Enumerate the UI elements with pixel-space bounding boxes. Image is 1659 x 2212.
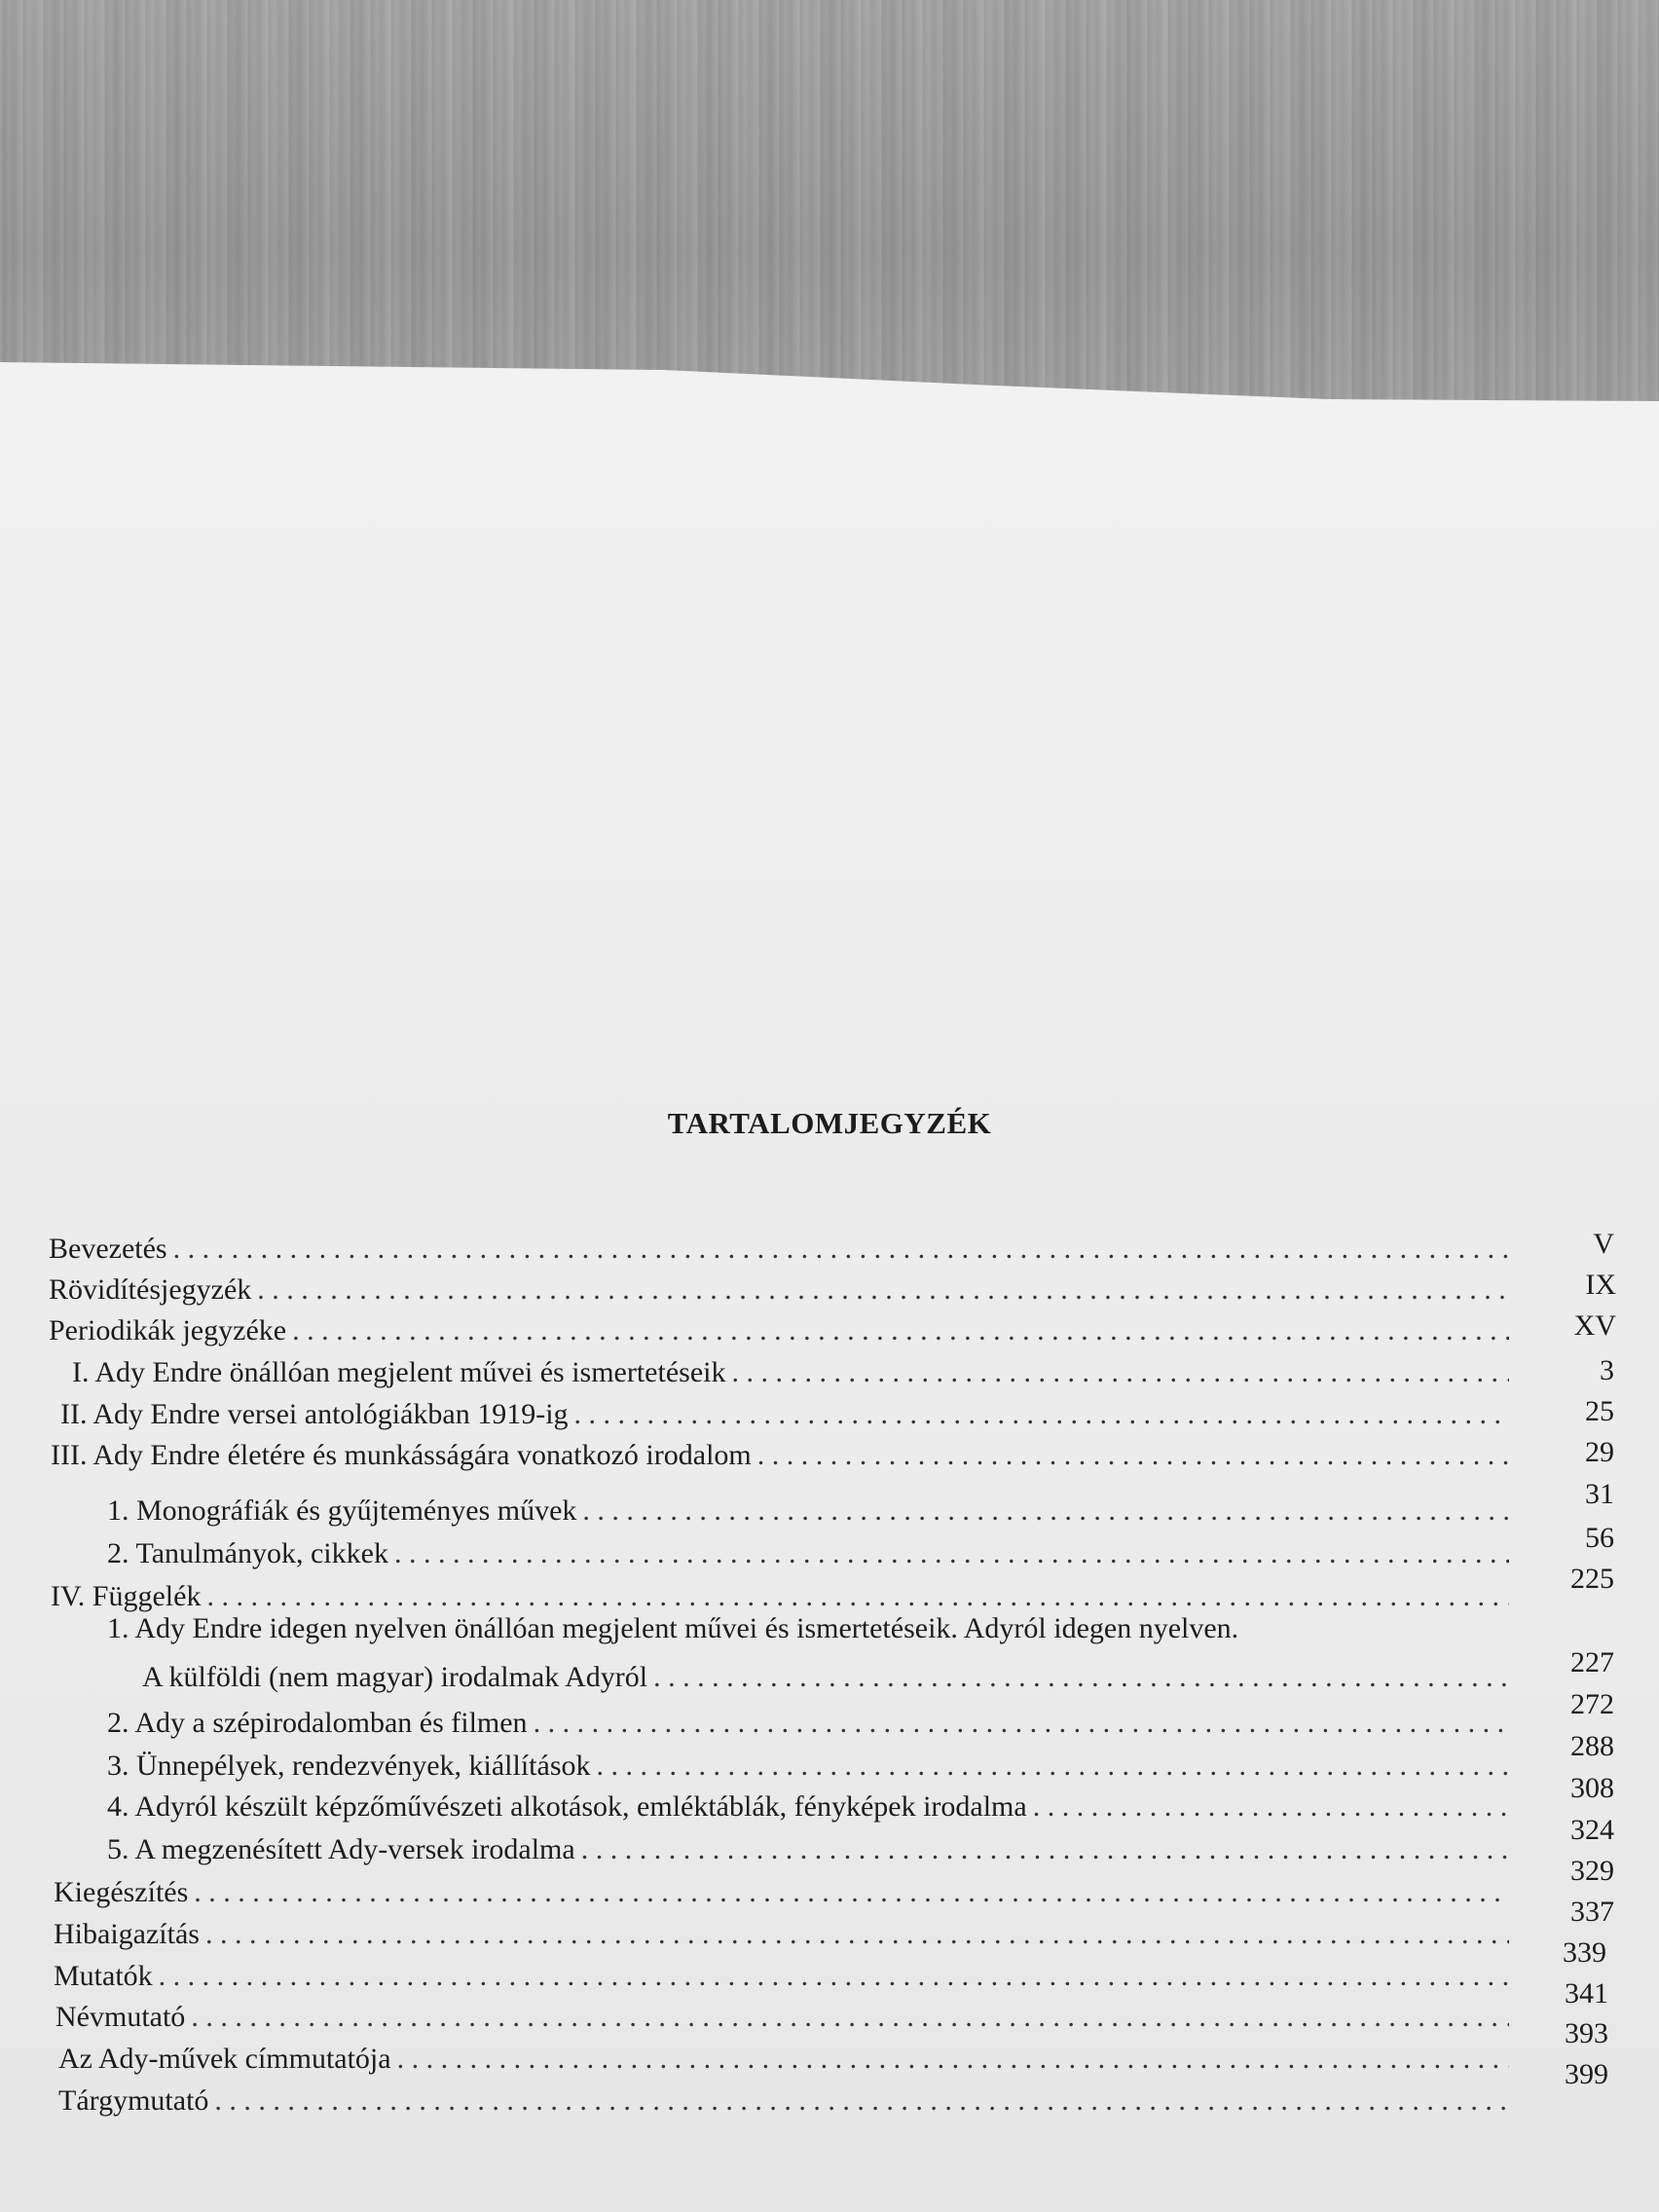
toc-entry [142,1660,1509,1695]
dot-leader [653,1660,1509,1695]
toc-entry-label: Névmutató [55,2001,186,2033]
toc-page-number: 272 [1570,1688,1614,1720]
toc-entry-label: Periodikák jegyzéke [49,1314,287,1346]
toc-entry [51,1579,1509,1614]
toc-page-number: 225 [1570,1563,1614,1595]
toc-entry [54,1959,1509,1994]
toc-entry [51,1438,1509,1473]
toc-entry [107,1493,1509,1529]
toc-entry [54,1875,1509,1910]
toc-entry [49,1313,1509,1348]
toc-page-number: 308 [1570,1772,1614,1804]
toc-entry-label: I. Ady Endre önállóan megjelent művei és ismertetéseik [72,1356,726,1388]
toc-entry-label: Rövidítésjegyzék [49,1273,252,1306]
dot-leader [292,1313,1509,1348]
toc-page-number: 288 [1570,1730,1614,1762]
toc-entry [107,1749,1509,1784]
toc-page-number: 29 [1585,1436,1614,1468]
toc-page-number: 337 [1570,1896,1614,1928]
toc-entry-label: 5. A megzenésített Ady-versek irodalma [107,1833,575,1865]
toc-entry [107,1536,1509,1571]
dot-leader [394,1536,1509,1571]
toc-entry-label: 3. Ünnepélyek, rendezvények, kiállítások [107,1750,591,1782]
toc-entry-label: Mutatók [54,1960,153,1992]
page-title: TARTALOMJEGYZÉK [667,1106,992,1140]
toc-page-number: 393 [1565,2017,1608,2049]
toc-entry [49,1272,1509,1308]
toc-page-number: 341 [1565,1977,1608,2009]
toc-entry-label: 1. Monográfiák és gyűjteményes művek [107,1494,577,1527]
toc-page-number: V [1593,1228,1614,1260]
toc-entry [107,1706,1509,1741]
toc-entry-label: A külföldi (nem magyar) irodalmak Adyról [142,1661,648,1693]
dot-leader [205,1917,1509,1952]
toc-entry-label: Kiegészítés [54,1876,189,1908]
dot-leader [397,2042,1509,2077]
dot-leader [194,1875,1509,1910]
toc-page-number: XV [1573,1309,1616,1342]
toc-page-number: 56 [1585,1522,1614,1554]
toc-entry-label: 2. Ady a szépirodalomban és filmen [107,1707,528,1739]
toc-page-number: 31 [1585,1478,1614,1510]
dot-leader [159,1959,1509,1994]
toc-entry [107,1789,1509,1825]
toc-entry [107,1832,1509,1867]
toc-page-number: IX [1585,1269,1616,1301]
dot-leader [173,1232,1509,1267]
toc-entry [60,1397,1509,1432]
toc-page-number: 25 [1585,1395,1614,1427]
dot-leader [191,2000,1509,2035]
toc-entry-label: 4. Adyról készült képzőművészeti alkotások, emléktáblák, fényképek irodalma [107,1790,1027,1823]
toc-page-number: 329 [1570,1855,1614,1887]
dot-leader [257,1272,1509,1308]
toc-entry [58,2042,1509,2077]
toc-entry [55,2000,1509,2035]
toc-entry-label: 2. Tanulmányok, cikkek [107,1537,388,1569]
toc-entry-label: Az Ady-művek címmutatója [58,2043,391,2075]
toc-page-number: 3 [1600,1354,1614,1386]
dot-leader [581,1832,1509,1867]
dot-leader [574,1397,1509,1432]
toc-entry-label: II. Ady Endre versei antológiákban 1919-ig [60,1398,569,1430]
toc-page-number: 399 [1565,2058,1608,2090]
toc-page-number: 227 [1570,1646,1614,1678]
toc-entry-label-line1: 1. Ady Endre idegen nyelven önállóan megjelent művei és ismertetéseik. Adyról idegen nyelven. [107,1612,1239,1644]
dot-leader [757,1438,1509,1473]
dot-leader [731,1355,1509,1390]
toc-entry-label: Bevezetés [49,1233,167,1265]
toc-entry [72,1355,1509,1390]
dot-leader [1033,1789,1509,1825]
toc-page-number: 339 [1563,1936,1606,1969]
dot-leader [206,1579,1509,1614]
toc-page-number: 324 [1570,1814,1614,1846]
toc-entry [54,1917,1509,1952]
dot-leader [597,1749,1510,1784]
toc-entry-label: Hibaigazítás [54,1918,200,1950]
dot-leader [214,2083,1509,2119]
toc-entry [49,1232,1509,1267]
toc-entry-label: III. Ady Endre életére és munkásságára vonatkozó irodalom [51,1439,752,1471]
toc-entry-label: Tárgymutató [58,2084,209,2117]
toc-entry-label: IV. Függelék [51,1580,202,1612]
dot-leader [534,1706,1509,1741]
toc-entry [58,2083,1509,2119]
dot-leader [582,1493,1509,1529]
